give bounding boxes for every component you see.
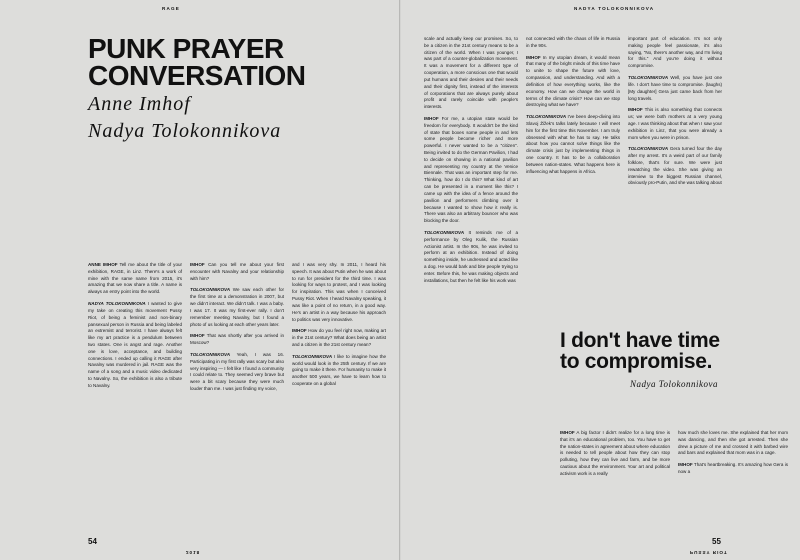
paragraph: TOLOKONNIKOVA I like to imagine how the world would look in the 25th century. If we are going to make it there. For humanity to make it another 500 years, we have to learn how to cooperate on a global bbox=[292, 353, 386, 386]
speaker-label: NADYA TOLOKONNIKOVA bbox=[88, 301, 146, 307]
pull-quote bbox=[560, 330, 788, 389]
speaker-label: IMHOF bbox=[628, 107, 643, 113]
paragraph: TOLOKONNIKOVA Gera turned four the day after my arrest. It's a weird part of our family folklore, that's for sure. We were just rewatching the video. She was giving an interview to the biggest Russian channel, obviously pro-Putin, and she was talking about bbox=[628, 146, 722, 186]
paragraph: IMHOF Can you tell me about your first encounter with Navalny and your relationship with him? bbox=[190, 262, 284, 281]
running-head-left: RAGE bbox=[162, 6, 181, 11]
speaker-label: TOLOKONNIKOVA bbox=[628, 146, 668, 152]
text-column-2 bbox=[190, 262, 284, 398]
paragraph: how much she loves me. She explained that her mom was dancing, and then she got arrested. Then she drew a picture of me and crossed it with barbed wire and bars and explained that mom was in a cage. bbox=[678, 430, 788, 456]
text-column-6 bbox=[628, 36, 722, 192]
speaker-label: IMHOF bbox=[424, 115, 439, 121]
folio-right: 55 bbox=[712, 537, 721, 546]
paragraph: scale and actually keep our promises. So, to be a citizen in the 21st century means to be a citizen of the world. When I was younger, I was part of a counter-globalization movement. It was a movement for a different type of cooperation, a more conscious one that would put humans and their desires and their needs and their dignity first, instead of the interests of corporations that are always purely about profit and rarely coincide with people's interests. bbox=[424, 36, 518, 110]
author-name-2: Nadya Tolokonnikova bbox=[88, 119, 282, 142]
paragraph: NADYA TOLOKONNIKOVA I wanted to give my take on creating this movement Pussy Riot, of being a feminist and non-binary pansexual person in Russia and being labeled an extremist and terrorist. I have always felt like my art practice is a pendulum between two states. One is angst and rage. Another one is love, acceptance, and building connections. I ended up calling it RAGE after Navalny was murdered in jail. RAGE was the name of a song and a music video dedicated to Navalny. So, the exhibition is also a tribute to Navalny. bbox=[88, 301, 182, 388]
text-column-4 bbox=[424, 36, 518, 289]
paragraph: important part of education. It's not only making people feel passionate, it's also saying, "No, there's another way, and I'm living for this." And you're doing it without compromise. bbox=[628, 36, 722, 69]
paragraph: IMHOF That was shortly after you arrived in Moscow? bbox=[190, 333, 284, 346]
paragraph: not connected with the chaos of life in Russia in the 90s. bbox=[526, 36, 620, 48]
speaker-label: TOLOKONNIKOVA bbox=[292, 353, 332, 359]
paragraph: ANNE IMHOF Tell me about the title of your exhibition, RAGE, in Linz. There's a work of mine with the same name from 2015, it's amazing that we now share a title. A name is always an entry point into the world. bbox=[88, 262, 183, 295]
paragraph: IMHOF A big factor I didn't realize for a long time is that it's an educational problem, too. You have to get the nation-states in agreement about where education is needed to tell people about how they can stop polluting, how they can live and farm, and be more cautious about the environment. Your art and political activism work is a really bbox=[560, 430, 670, 476]
footer-right: PUSSY RIOT bbox=[690, 550, 728, 555]
paragraph: TOLOKONNIKOVA It reminds me of a performance by Oleg Kulik, the Russian Actionist artist. In the 90s, he was invited to perform at an exhibition. Instead of doing something inside, he undressed and acted like a dog. He would bark and bite people trying to enter. Before this, he was making objects and installations, but then he felt like his work was bbox=[424, 229, 518, 283]
speaker-label: TOLOKONNIKOVA bbox=[424, 229, 464, 235]
text-column-7 bbox=[560, 430, 670, 483]
paragraph: IMHOF This is also something that connects us; we were both mothers at a very young age. I was thinking about that when I saw your exhibition in Linz, that you were already a mom when you were in prison. bbox=[628, 107, 722, 140]
speaker-label: TOLOKONNIKOVA bbox=[190, 287, 230, 293]
text-column-1 bbox=[88, 262, 182, 395]
speaker-label: TOLOKONNIKOVA bbox=[628, 75, 668, 81]
spread-gutter bbox=[399, 0, 401, 560]
page-title-line2: CONVERSATION bbox=[88, 59, 306, 91]
paragraph: IMHOF That's heartbreaking. It's amazing how Gera is now a bbox=[678, 462, 788, 475]
paragraph: IMHOF For me, a utopian state would be freedom for everybody. It wouldn't be the kind of state that boxes some people in and lets some people become richer and more powerful. I never wanted to be a "citizen". Being invited to do the German Pavilion, I had to decide on showing in a national pavilion and representing my country at the Venice Biennale. That was an important step for me. Thinking, how do I do this? What kind of art can be presented in a moment like this? I came up with the idea of a fence around the pavilion and performers climbing over it because I wanted to show how it really is. There was also an arbitrary bouncer who was blocking the door. bbox=[424, 115, 518, 224]
running-head-right: NADYA TOLOKONNIKOVA bbox=[574, 6, 655, 11]
text-column-3 bbox=[292, 262, 386, 393]
speaker-label: IMHOF bbox=[560, 430, 575, 435]
speaker-label: TOLOKONNIKOVA bbox=[190, 351, 230, 357]
article-title-block bbox=[88, 33, 388, 142]
pull-quote-attribution: Nadya Tolokonnikova bbox=[630, 378, 718, 389]
text-column-5 bbox=[526, 36, 620, 180]
speaker-label: IMHOF bbox=[190, 262, 205, 267]
speaker-label: IMHOF bbox=[190, 333, 205, 339]
paragraph: IMHOF How do you feel right now, making art in the 21st century? What does being an artist and a citizen in the 21st century mean? bbox=[292, 328, 386, 347]
paragraph: TOLOKONNIKOVA I've been deep-diving into Slavoj Žižek's talks lately because I will meet him for the first time this November. I am truly obsessed with what he has to say. He talks about how you cannot solve things like the climate crisis just by implementing things in one country. It has to be a collaboration between nation-states. What happens here is influencing what happens in Africa. bbox=[526, 114, 620, 174]
paragraph: and I was very shy. In 2011, I heard his speech. It was about Putin when he was about to run for president for the third time. I was looking for ways to protest, and I was looking for inspiration. This was when I conceived Pussy Riot. When I heard Navalny speaking, it was like a point of no return, in a good way. He's an artist in a way because his approach to politics was very innovative. bbox=[292, 262, 386, 322]
paragraph: TOLOKONNIKOVA We saw each other for the first time at a demonstration in 2007, but we didn't interact. We didn't talk. I was a baby. I was 17. It was my first-ever rally. I don't remember meeting Navalny, but I found a photo of us looking at each other years later. bbox=[190, 287, 284, 327]
footer-left: 2018 bbox=[186, 550, 201, 555]
pull-quote-line1: I don't have time bbox=[560, 329, 720, 352]
speaker-label: ANNE IMHOF bbox=[88, 262, 118, 267]
pull-quote-line2: to compromise. bbox=[560, 350, 713, 374]
speaker-label: IMHOF bbox=[526, 54, 541, 60]
page-title-line1: PUNK PRAYER bbox=[88, 33, 284, 64]
text-column-8 bbox=[678, 430, 788, 481]
folio-left: 54 bbox=[88, 537, 97, 546]
paragraph: TOLOKONNIKOVA Yeah, I was 16. Participating in my first rally was scary but also very inspiring — I felt like I found a community I could relate to. They seemed very brave but were a bit scary because they were much louder than me. I was just finding my voice, bbox=[190, 351, 284, 391]
author-name-1: Anne Imhof bbox=[88, 93, 191, 116]
paragraph: IMHOF In my utopian dream, it would mean that many of the bright minds of this time have to unite to shape the future with love, compassion, and understanding. And with a definition of how everything works, like the economy. How can we change the world in terms of the climate crisis? How can we stop destroying what we have? bbox=[526, 54, 620, 108]
speaker-label: IMHOF bbox=[678, 462, 693, 468]
speaker-label: TOLOKONNIKOVA bbox=[526, 114, 566, 120]
paragraph: TOLOKONNIKOVA Well, you have just one life. I don't have time to compromise. (laughs) [My daughter] Gera just came back from her long travels. bbox=[628, 75, 722, 101]
speaker-label: IMHOF bbox=[292, 328, 307, 334]
